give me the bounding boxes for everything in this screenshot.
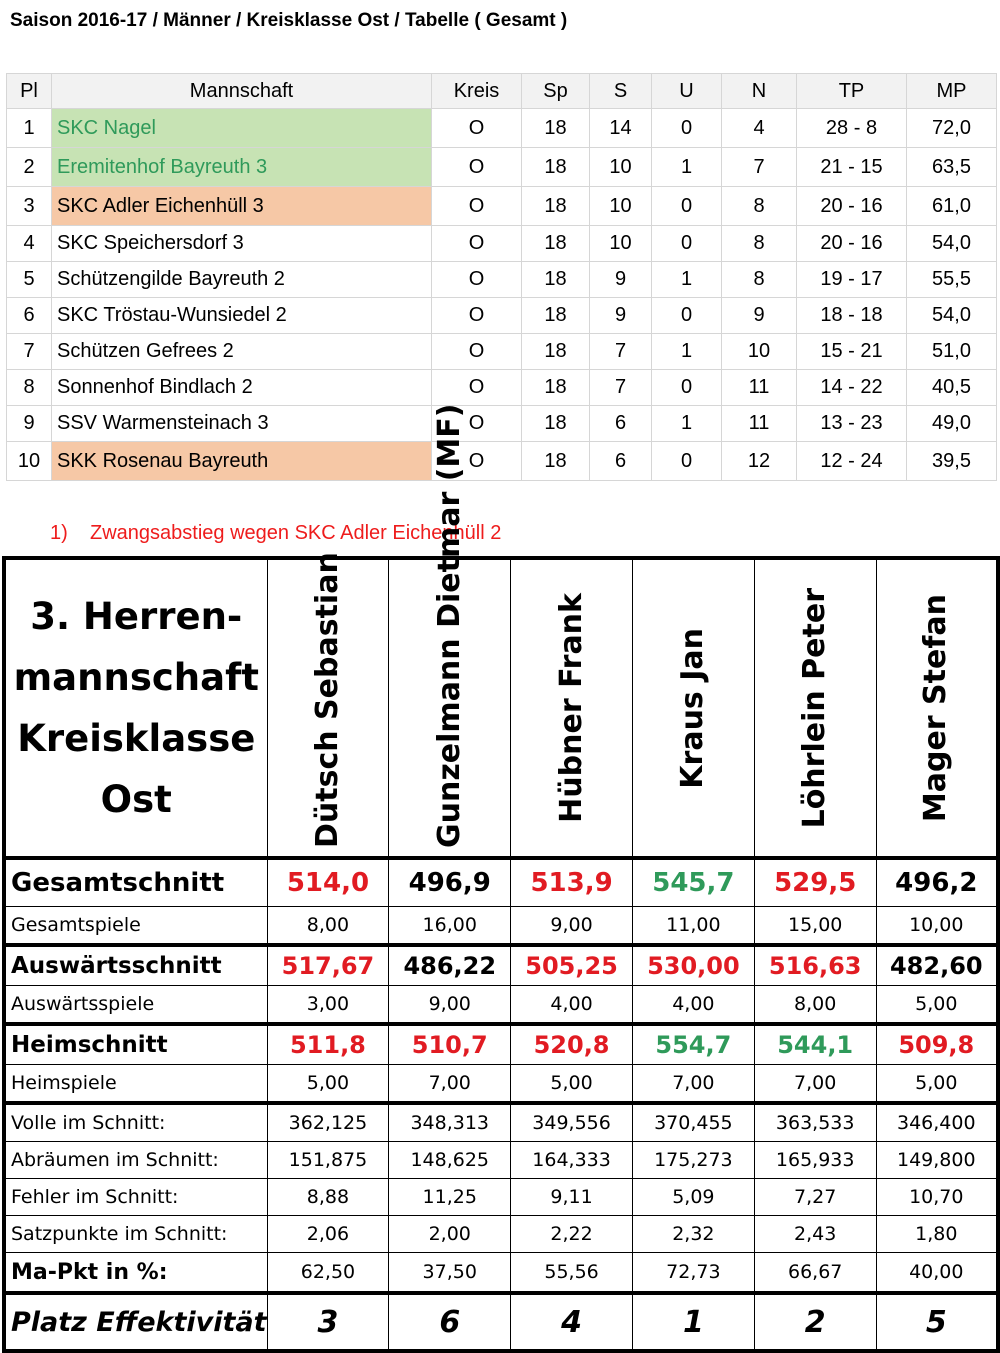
player-column-header [632,558,754,858]
league-cell-kreis: O [432,334,522,370]
league-header-cell: N [722,74,797,109]
league-cell-pl: 4 [7,226,52,262]
stats-value-cell: 11,25 [389,1179,511,1216]
stats-value-cell: 15,00 [754,907,876,946]
stats-value-cell: 55,56 [511,1253,633,1294]
league-row [7,148,997,187]
stats-value-cell: 11,00 [632,907,754,946]
player-name: Dütsch Sebastian [309,552,345,848]
league-row [7,442,997,481]
league-cell-sp: 18 [522,406,590,442]
player-name: Hübner Frank [553,593,589,823]
stats-header-row [4,558,998,858]
league-cell-u: 0 [652,187,722,226]
stats-row-label: Auswärtsspiele [4,986,267,1025]
league-row [7,187,997,226]
stats-value-cell: 530,00 [632,945,754,986]
stats-value-cell: 165,933 [754,1142,876,1179]
stats-value-cell: 496,9 [389,858,511,907]
player-column-header [389,403,511,858]
league-cell-u: 0 [652,442,722,481]
league-cell-n: 11 [722,406,797,442]
page-title: Saison 2016-17 / Männer / Kreisklasse Ost / Tabelle ( Gesamt ) [10,10,568,31]
league-row [7,334,997,370]
league-cell-team: Sonnenhof Bindlach 2 [52,370,432,406]
league-cell-s: 9 [590,298,652,334]
league-cell-sp: 18 [522,298,590,334]
stats-value-cell: 545,7 [632,858,754,907]
stats-row [4,1065,998,1104]
league-cell-kreis: O [432,442,522,481]
league-cell-n: 11 [722,370,797,406]
team-name-line: Ost [100,778,172,821]
stats-value-cell: 486,22 [389,945,511,986]
stats-value-cell: 517,67 [267,945,389,986]
league-cell-n: 12 [722,442,797,481]
league-cell-mp: 51,0 [907,334,997,370]
league-cell-n: 9 [722,298,797,334]
league-header-cell: Kreis [432,74,522,109]
league-cell-tp: 21 - 15 [797,148,907,187]
league-cell-u: 0 [652,109,722,148]
league-cell-s: 10 [590,148,652,187]
stats-value-cell: 348,313 [389,1103,511,1142]
player-column-header [754,558,876,858]
league-cell-mp: 72,0 [907,109,997,148]
league-cell-s: 9 [590,262,652,298]
stats-row-label: Ma-Pkt in %: [4,1253,267,1294]
stats-value-cell: 66,67 [754,1253,876,1294]
league-cell-tp: 20 - 16 [797,187,907,226]
stats-row [4,1293,998,1351]
league-cell-team: SKC Adler Eichenhüll 3 [52,187,432,226]
league-cell-s: 6 [590,406,652,442]
stats-row-label: Volle im Schnitt: [4,1103,267,1142]
league-cell-mp: 54,0 [907,298,997,334]
stats-value-cell: 496,2 [876,858,998,907]
player-name: Gunzelmann Dietmar (MF) [431,403,467,848]
stats-value-cell: 16,00 [389,907,511,946]
stats-value-cell: 2,22 [511,1216,633,1253]
stats-value-cell: 520,8 [511,1024,633,1065]
league-cell-mp: 63,5 [907,148,997,187]
player-column-header [511,558,633,858]
stats-value-cell: 2,43 [754,1216,876,1253]
stats-value-cell: 516,63 [754,945,876,986]
league-cell-mp: 40,5 [907,370,997,406]
league-cell-u: 1 [652,334,722,370]
stats-value-cell: 7,00 [632,1065,754,1104]
league-cell-n: 4 [722,109,797,148]
league-cell-pl: 8 [7,370,52,406]
stats-value-cell: 509,8 [876,1024,998,1065]
league-cell-tp: 19 - 17 [797,262,907,298]
league-cell-n: 8 [722,262,797,298]
league-header-cell: Pl [7,74,52,109]
stats-value-cell: 544,1 [754,1024,876,1065]
league-cell-sp: 18 [522,109,590,148]
league-row [7,406,997,442]
league-cell-tp: 14 - 22 [797,370,907,406]
stats-value-cell: 514,0 [267,858,389,907]
league-cell-sp: 18 [522,262,590,298]
league-row [7,370,997,406]
stats-row [4,1253,998,1294]
league-cell-u: 1 [652,148,722,187]
stats-value-cell: 362,125 [267,1103,389,1142]
stats-value-cell: 1,80 [876,1216,998,1253]
league-cell-sp: 18 [522,442,590,481]
league-cell-pl: 6 [7,298,52,334]
stats-row [4,1024,998,1065]
stats-value-cell: 37,50 [389,1253,511,1294]
stats-value-cell: 62,50 [267,1253,389,1294]
stats-value-cell: 511,8 [267,1024,389,1065]
stats-value-cell: 2 [754,1293,876,1351]
league-cell-s: 6 [590,442,652,481]
league-cell-tp: 15 - 21 [797,334,907,370]
league-cell-n: 7 [722,148,797,187]
stats-value-cell: 4,00 [632,986,754,1025]
stats-value-cell: 9,00 [511,907,633,946]
stats-value-cell: 370,455 [632,1103,754,1142]
league-cell-u: 1 [652,406,722,442]
stats-row-label: Auswärtsschnitt [4,945,267,986]
stats-value-cell: 349,556 [511,1103,633,1142]
stats-row [4,1216,998,1253]
league-cell-tp: 28 - 8 [797,109,907,148]
league-cell-sp: 18 [522,334,590,370]
league-cell-team: SSV Warmensteinach 3 [52,406,432,442]
stats-value-cell: 4 [511,1293,633,1351]
league-header-cell: TP [797,74,907,109]
stats-value-cell: 10,70 [876,1179,998,1216]
stats-value-cell: 9,00 [389,986,511,1025]
league-cell-team: SKC Nagel [52,109,432,148]
league-cell-mp: 61,0 [907,187,997,226]
league-cell-kreis: O [432,298,522,334]
league-header-cell: MP [907,74,997,109]
league-cell-tp: 20 - 16 [797,226,907,262]
league-cell-s: 10 [590,187,652,226]
stats-row-label: Gesamtspiele [4,907,267,946]
stats-row [4,1103,998,1142]
league-cell-n: 8 [722,226,797,262]
stats-value-cell: 10,00 [876,907,998,946]
league-header-cell: S [590,74,652,109]
league-row [7,262,997,298]
team-name-line: 3. Herren- [30,595,243,638]
league-cell-pl: 2 [7,148,52,187]
stats-value-cell: 40,00 [876,1253,998,1294]
league-cell-tp: 18 - 18 [797,298,907,334]
stats-row-label: Heimschnitt [4,1024,267,1065]
league-cell-u: 1 [652,262,722,298]
stats-value-cell: 149,800 [876,1142,998,1179]
league-cell-s: 14 [590,109,652,148]
stats-value-cell: 2,00 [389,1216,511,1253]
stats-value-cell: 4,00 [511,986,633,1025]
team-name-heading [4,558,267,858]
stats-value-cell: 554,7 [632,1024,754,1065]
stats-value-cell: 5,00 [511,1065,633,1104]
league-cell-n: 10 [722,334,797,370]
stats-value-cell: 3,00 [267,986,389,1025]
league-cell-pl: 5 [7,262,52,298]
stats-row [4,858,998,907]
league-cell-n: 8 [722,187,797,226]
player-name: Löhrlein Peter [797,587,833,829]
stats-value-cell: 151,875 [267,1142,389,1179]
league-cell-team: SKK Rosenau Bayreuth [52,442,432,481]
stats-row [4,1179,998,1216]
stats-value-cell: 5,00 [876,986,998,1025]
stats-row [4,1142,998,1179]
league-cell-sp: 18 [522,187,590,226]
league-cell-kreis: O [432,406,522,442]
stats-row-label: Satzpunkte im Schnitt: [4,1216,267,1253]
league-header-row [7,74,997,109]
league-cell-sp: 18 [522,226,590,262]
league-cell-u: 0 [652,226,722,262]
player-column-header [876,558,998,858]
league-cell-tp: 13 - 23 [797,406,907,442]
stats-value-cell: 529,5 [754,858,876,907]
league-cell-pl: 7 [7,334,52,370]
league-cell-kreis: O [432,148,522,187]
stats-row [4,907,998,946]
stats-value-cell: 8,00 [267,907,389,946]
league-cell-mp: 54,0 [907,226,997,262]
stats-value-cell: 6 [389,1293,511,1351]
stats-value-cell: 8,88 [267,1179,389,1216]
player-name: Mager Stefan [918,593,954,823]
league-cell-s: 7 [590,370,652,406]
stats-value-cell: 72,73 [632,1253,754,1294]
league-row [7,226,997,262]
stats-value-cell: 346,400 [876,1103,998,1142]
league-cell-s: 10 [590,226,652,262]
stats-value-cell: 5,00 [267,1065,389,1104]
league-cell-pl: 9 [7,406,52,442]
footnote-text: Zwangsabstieg wegen SKC Adler Eichenhüll 2 [90,522,502,544]
league-cell-pl: 1 [7,109,52,148]
team-name-line: Kreisklasse [17,717,256,760]
stats-value-cell: 2,32 [632,1216,754,1253]
stats-value-cell: 513,9 [511,858,633,907]
stats-value-cell: 2,06 [267,1216,389,1253]
stats-value-cell: 505,25 [511,945,633,986]
league-cell-mp: 55,5 [907,262,997,298]
league-cell-kreis: O [432,262,522,298]
league-cell-team: SKC Speichersdorf 3 [52,226,432,262]
league-row [7,298,997,334]
stats-value-cell: 1 [632,1293,754,1351]
stats-value-cell: 5,00 [876,1065,998,1104]
stats-value-cell: 3 [267,1293,389,1351]
stats-value-cell: 5 [876,1293,998,1351]
stats-value-cell: 7,27 [754,1179,876,1216]
stats-value-cell: 7,00 [754,1065,876,1104]
league-cell-mp: 49,0 [907,406,997,442]
team-name-line: mannschaft [13,656,259,699]
footnote-number: 1) [50,522,68,544]
league-table [6,73,997,481]
stats-value-cell: 482,60 [876,945,998,986]
stats-row-label: Gesamtschnitt [4,858,267,907]
player-name: Kraus Jan [675,627,711,789]
stats-row-label: Abräumen im Schnitt: [4,1142,267,1179]
league-cell-team: SKC Tröstau-Wunsiedel 2 [52,298,432,334]
stats-value-cell: 510,7 [389,1024,511,1065]
stats-row [4,986,998,1025]
league-cell-u: 0 [652,370,722,406]
league-cell-kreis: O [432,109,522,148]
stats-value-cell: 5,09 [632,1179,754,1216]
league-row [7,109,997,148]
stats-value-cell: 175,273 [632,1142,754,1179]
stats-row-label: Platz Effektivität [4,1293,267,1351]
league-header-cell: U [652,74,722,109]
league-cell-kreis: O [432,226,522,262]
stats-value-cell: 7,00 [389,1065,511,1104]
league-cell-sp: 18 [522,370,590,406]
league-header-cell: Mannschaft [52,74,432,109]
stats-row-label: Heimspiele [4,1065,267,1104]
stats-value-cell: 363,533 [754,1103,876,1142]
league-cell-team: Schützen Gefrees 2 [52,334,432,370]
stats-value-cell: 9,11 [511,1179,633,1216]
league-cell-kreis: O [432,370,522,406]
stats-value-cell: 164,333 [511,1142,633,1179]
league-cell-tp: 12 - 24 [797,442,907,481]
league-header-cell: Sp [522,74,590,109]
stats-value-cell: 148,625 [389,1142,511,1179]
league-cell-sp: 18 [522,148,590,187]
league-cell-pl: 3 [7,187,52,226]
stats-value-cell: 8,00 [754,986,876,1025]
stats-row [4,945,998,986]
player-column-header [267,552,389,858]
stats-row-label: Fehler im Schnitt: [4,1179,267,1216]
league-cell-u: 0 [652,298,722,334]
league-cell-pl: 10 [7,442,52,481]
league-cell-mp: 39,5 [907,442,997,481]
league-cell-s: 7 [590,334,652,370]
league-cell-kreis: O [432,187,522,226]
league-cell-team: Schützengilde Bayreuth 2 [52,262,432,298]
league-cell-team: Eremitenhof Bayreuth 3 [52,148,432,187]
